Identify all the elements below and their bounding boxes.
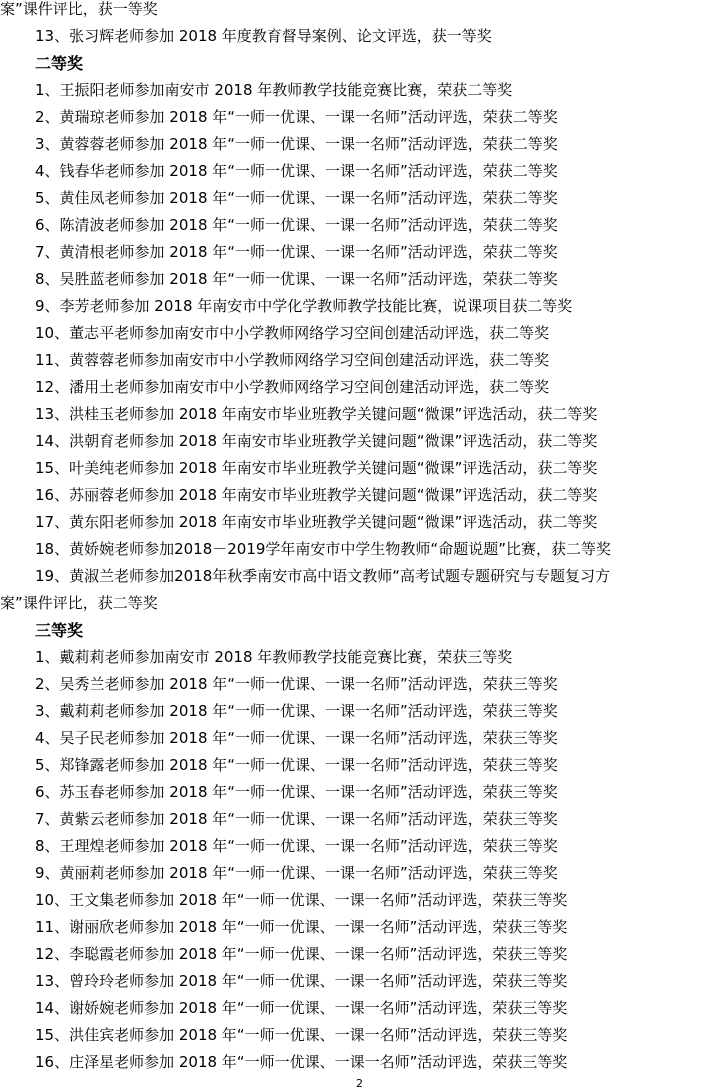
award-item: 3、黄蓉蓉老师参加 2018 年“一师一优课、一课一名师”活动评选，荣获二等奖 [35, 135, 558, 153]
award-item: 13、曾玲玲老师参加 2018 年“一师一优课、一课一名师”活动评选，荣获三等奖 [35, 972, 568, 990]
award-item: 5、郑锋露老师参加 2018 年“一师一优课、一课一名师”活动评选，荣获三等奖 [35, 756, 558, 774]
award-continuation-line: 案”课件评比，获一等奖 [0, 0, 158, 18]
award-item: 9、黄丽莉老师参加 2018 年“一师一优课、一课一名师”活动评选，荣获三等奖 [35, 864, 558, 882]
award-item: 13、洪桂玉老师参加 2018 年南安市毕业班教学关键问题“微课”评选活动，获二等奖 [35, 405, 598, 423]
award-item: 6、陈清波老师参加 2018 年“一师一优课、一课一名师”活动评选，荣获二等奖 [35, 216, 558, 234]
award-item: 11、谢丽欣老师参加 2018 年“一师一优课、一课一名师”活动评选，荣获三等奖 [35, 918, 568, 936]
page-number: 2 [356, 1077, 363, 1090]
award-item: 5、黄佳凤老师参加 2018 年“一师一优课、一课一名师”活动评选，荣获二等奖 [35, 189, 558, 207]
award-item: 11、黄蓉蓉老师参加南安市中小学教师网络学习空间创建活动评选，获二等奖 [35, 351, 550, 369]
section-heading-third-prize: 三等奖 [35, 621, 84, 640]
award-item: 10、董志平老师参加南安市中小学教师网络学习空间创建活动评选，获二等奖 [35, 324, 550, 342]
award-item: 8、吴胜蓝老师参加 2018 年“一师一优课、一课一名师”活动评选，荣获二等奖 [35, 270, 558, 288]
award-item: 2、黄瑞琼老师参加 2018 年“一师一优课、一课一名师”活动评选，荣获二等奖 [35, 108, 558, 126]
award-item: 14、谢娇婉老师参加 2018 年“一师一优课、一课一名师”活动评选，荣获三等奖 [35, 999, 568, 1017]
award-item: 18、黄娇婉老师参加2018－2019学年南安市中学生物教师“命题说题”比赛，获二等奖 [35, 540, 611, 558]
award-item: 4、钱春华老师参加 2018 年“一师一优课、一课一名师”活动评选，荣获二等奖 [35, 162, 558, 180]
award-item: 12、潘用土老师参加南安市中小学教师网络学习空间创建活动评选，获二等奖 [35, 378, 550, 396]
award-item: 1、戴莉莉老师参加南安市 2018 年教师教学技能竞赛比赛，荣获三等奖 [35, 648, 513, 666]
section-heading-second-prize: 二等奖 [35, 54, 84, 73]
award-item: 9、李芳老师参加 2018 年南安市中学化学教师教学技能比赛，说课项目获二等奖 [35, 297, 573, 315]
award-item: 13、张习辉老师参加 2018 年度教育督导案例、论文评选，获一等奖 [35, 27, 492, 45]
award-item: 4、吴子民老师参加 2018 年“一师一优课、一课一名师”活动评选，荣获三等奖 [35, 729, 558, 747]
award-continuation-line: 案”课件评比，获二等奖 [0, 594, 158, 612]
award-item: 15、洪佳宾老师参加 2018 年“一师一优课、一课一名师”活动评选，荣获三等奖 [35, 1026, 568, 1044]
award-item: 1、王振阳老师参加南安市 2018 年教师教学技能竞赛比赛，荣获二等奖 [35, 81, 513, 99]
award-item: 14、洪朝育老师参加 2018 年南安市毕业班教学关键问题“微课”评选活动，获二等奖 [35, 432, 598, 450]
award-item: 15、叶美纯老师参加 2018 年南安市毕业班教学关键问题“微课”评选活动，获二等奖 [35, 459, 598, 477]
award-item: 17、黄东阳老师参加 2018 年南安市毕业班教学关键问题“微课”评选活动，获二等奖 [35, 513, 598, 531]
award-item: 6、苏玉春老师参加 2018 年“一师一优课、一课一名师”活动评选，荣获三等奖 [35, 783, 558, 801]
award-item: 7、黄清根老师参加 2018 年“一师一优课、一课一名师”活动评选，荣获二等奖 [35, 243, 558, 261]
award-item: 2、吴秀兰老师参加 2018 年“一师一优课、一课一名师”活动评选，荣获三等奖 [35, 675, 558, 693]
award-item: 7、黄紫云老师参加 2018 年“一师一优课、一课一名师”活动评选，荣获三等奖 [35, 810, 558, 828]
award-item: 16、庄泽星老师参加 2018 年“一师一优课、一课一名师”活动评选，荣获三等奖 [35, 1053, 568, 1071]
award-item: 8、王理煌老师参加 2018 年“一师一优课、一课一名师”活动评选，荣获三等奖 [35, 837, 558, 855]
award-item: 12、李聪霞老师参加 2018 年“一师一优课、一课一名师”活动评选，荣获三等奖 [35, 945, 568, 963]
award-item: 19、黄淑兰老师参加2018年秋季南安市高中语文教师“高考试题专题研究与专题复习方 [35, 567, 611, 585]
award-item: 3、戴莉莉老师参加 2018 年“一师一优课、一课一名师”活动评选，荣获三等奖 [35, 702, 558, 720]
award-item: 10、王文集老师参加 2018 年“一师一优课、一课一名师”活动评选，荣获三等奖 [35, 891, 568, 909]
award-item: 16、苏丽蓉老师参加 2018 年南安市毕业班教学关键问题“微课”评选活动，获二等奖 [35, 486, 598, 504]
